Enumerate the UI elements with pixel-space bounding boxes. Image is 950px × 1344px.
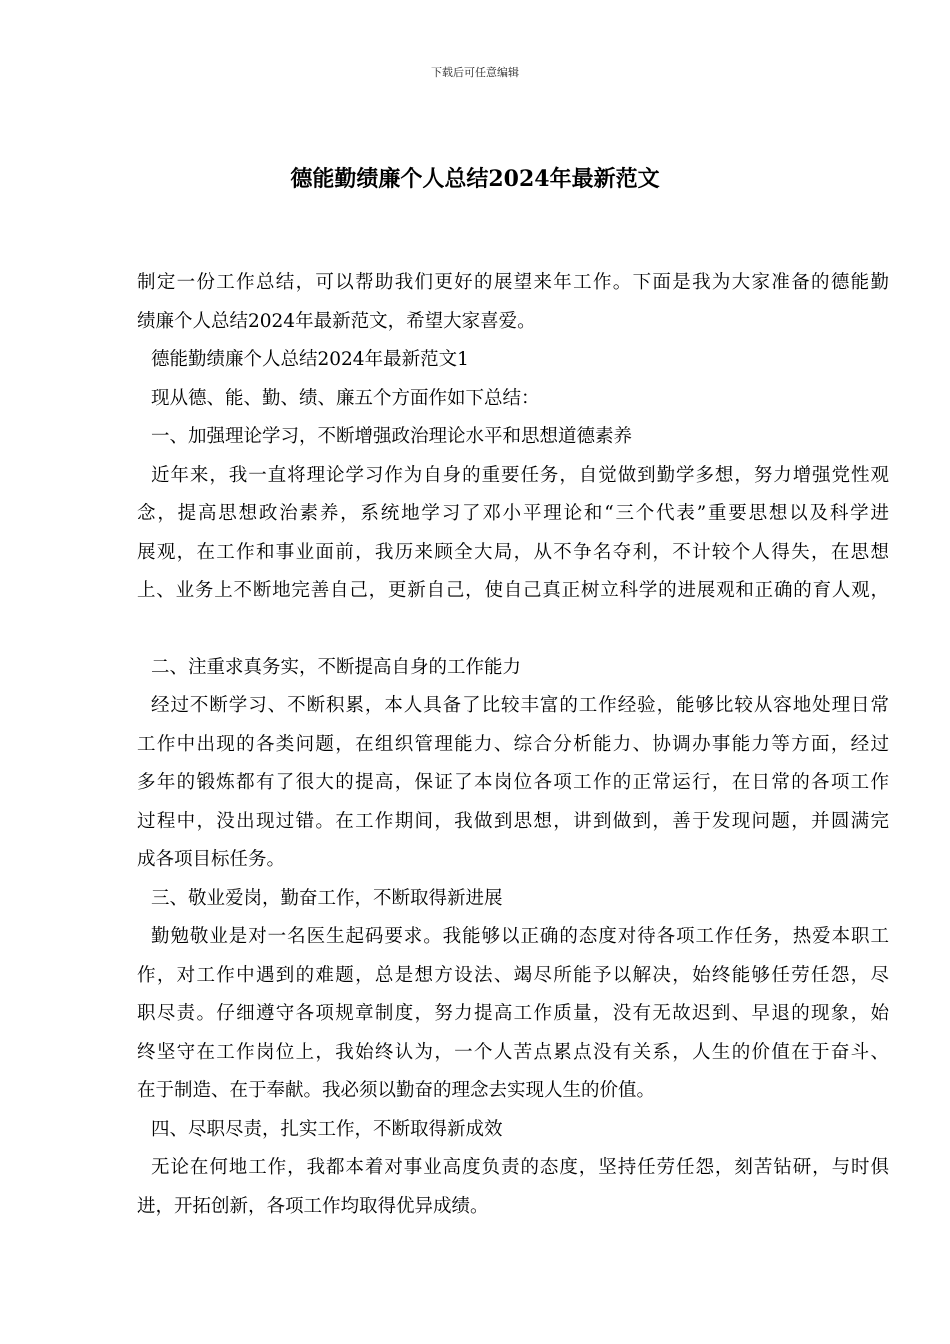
- paragraph-line: 经过不断学习、不断积累，本人具备了比较丰富的工作经验，能够比较从容地处理日常: [151, 695, 889, 716]
- paragraph-line: 制定一份工作总结，可以帮助我们更好的展望来年工作。下面是我为大家准备的德能勤: [137, 272, 889, 293]
- paragraph-line: 无论在何地工作，我都本着对事业高度负责的态度，坚持任劳任怨，刻苦钻研，与时俱: [151, 1157, 889, 1178]
- paragraph-line: 近年来，我一直将理论学习作为自身的重要任务，自觉做到勤学多想，努力增强党性观: [151, 464, 889, 486]
- paragraph-line: 上、业务上不断地完善自己，更新自己，使自己真正树立科学的进展观和正确的育人观，: [137, 580, 889, 601]
- section-heading: 德能勤绩廉个人总结2024年最新范文1: [151, 349, 469, 370]
- paragraph-line: 工作中出现的各类问题，在组织管理能力、综合分析能力、协调办事能力等方面，经过: [137, 733, 889, 755]
- section-heading: 四、尽职尽责，扎实工作，不断取得新成效: [151, 1118, 503, 1140]
- paragraph-line: 勤勉敬业是对一名医生起码要求。我能够以正确的态度对待各项工作任务，热爱本职工: [151, 926, 889, 947]
- paragraph-line: 念，提高思想政治素养，系统地学习了邓小平理论和“三个代表”重要思想以及科学进: [137, 503, 889, 524]
- blank-spacer: [137, 611, 889, 649]
- document-title: 德能勤绩廉个人总结2024年最新范文: [290, 166, 660, 192]
- paragraph-line: 职尽责。仔细遵守各项规章制度，努力提高工作质量，没有无故迟到、早退的现象，始: [137, 1003, 889, 1024]
- paragraph-line: 在于制造、在于奉献。我必须以勤奋的理念去实现人生的价值。: [137, 1080, 656, 1101]
- paragraph-line: 现从德、能、勤、绩、廉五个方面作如下总结：: [151, 387, 540, 409]
- paragraph-line: 过程中，没出现过错。在工作期间，我做到思想，讲到做到，善于发现问题，并圆满完: [137, 810, 889, 832]
- paragraph-line: 展观，在工作和事业面前，我历来顾全大局，从不争名夺利，不计较个人得失，在思想: [137, 541, 889, 563]
- paragraph-line: 多年的锻炼都有了很大的提高，保证了本岗位各项工作的正常运行，在日常的各项工作: [137, 772, 889, 793]
- paragraph-line: 绩廉个人总结2024年最新范文，希望大家喜爱。: [137, 310, 536, 332]
- paragraph-line: 作，对工作中遇到的难题，总是想方设法、竭尽所能予以解决，始终能够任劳任怨，尽: [137, 964, 889, 986]
- paragraph-line: 终坚守在工作岗位上，我始终认为，一个人苦点累点没有关系，人生的价值在于奋斗、: [137, 1041, 889, 1063]
- document-body: [137, 264, 889, 1226]
- section-heading: 一、加强理论学习，不断增强政治理论水平和思想道德素养: [151, 426, 633, 447]
- paragraph-line: 进，开拓创新，各项工作均取得优异成绩。: [137, 1195, 489, 1217]
- paragraph-line: 成各项目标任务。: [137, 849, 286, 870]
- section-heading: 二、注重求真务实，不断提高自身的工作能力: [151, 656, 522, 678]
- section-heading: 三、敬业爱岗，勤奋工作，不断取得新进展: [151, 887, 503, 909]
- page-header-note: 下载后可任意编辑: [431, 66, 519, 79]
